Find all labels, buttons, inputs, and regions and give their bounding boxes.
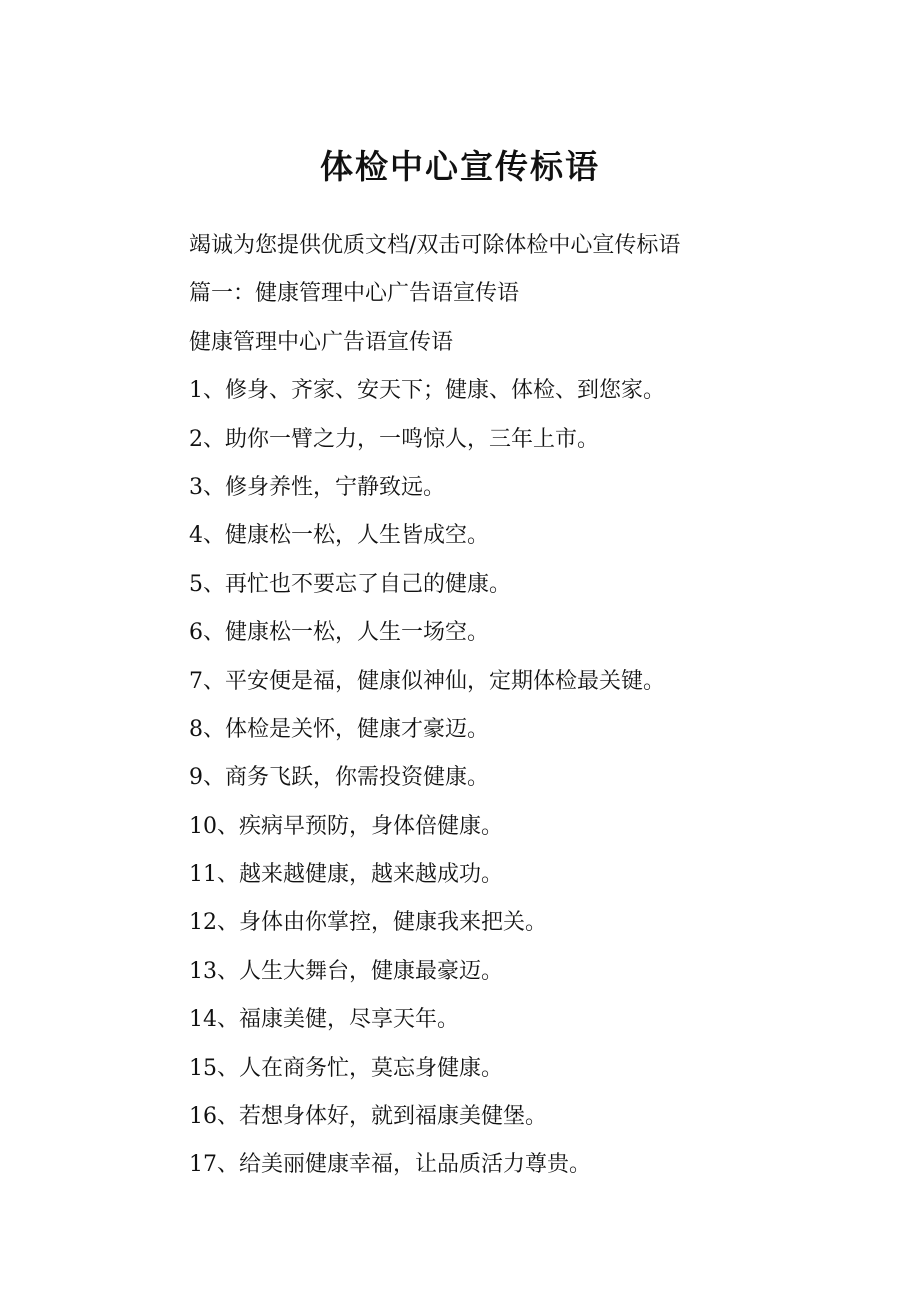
slogan-item: 4、健康松一松，人生皆成空。 [189, 523, 489, 549]
slogan-item: 5、再忙也不要忘了自己的健康。 [189, 571, 511, 597]
slogan-item: 14、福康美健，尽享天年。 [189, 1007, 459, 1033]
slogan-item: 15、人在商务忙，莫忘身健康。 [189, 1055, 503, 1081]
section-subtitle: 健康管理中心广告语宣传语 [189, 329, 454, 355]
slogan-item: 2、助你一臂之力，一鸣惊人，三年上市。 [189, 426, 599, 452]
slogan-item: 12、身体由你掌控，健康我来把关。 [189, 910, 547, 936]
page-title: 体检中心宣传标语 [320, 147, 600, 186]
slogan-item: 17、给美丽健康幸福，让品质活力尊贵。 [189, 1152, 591, 1178]
slogan-item: 8、体检是关怀，健康才豪迈。 [189, 716, 489, 742]
slogan-item: 13、人生大舞台，健康最豪迈。 [189, 958, 503, 984]
section-heading: 篇一：健康管理中心广告语宣传语 [189, 281, 520, 307]
slogan-item: 6、健康松一松，人生一场空。 [189, 620, 489, 646]
slogan-item: 7、平安便是福，健康似神仙，定期体检最关键。 [189, 668, 665, 694]
slogan-item: 3、修身养性，宁静致远。 [189, 474, 445, 500]
document-body [189, 222, 849, 1190]
slogan-item: 10、疾病早预防，身体倍健康。 [189, 813, 503, 839]
slogan-item: 9、商务飞跃，你需投资健康。 [189, 765, 489, 791]
intro-line: 竭诚为您提供优质文档/双击可除体检中心宣传标语 [189, 233, 681, 258]
slogan-item: 1、修身、齐家、安天下；健康、体检、到您家。 [189, 378, 665, 404]
slogan-item: 11、越来越健康，越来越成功。 [189, 862, 503, 888]
slogan-item: 16、若想身体好，就到福康美健堡。 [189, 1104, 547, 1130]
